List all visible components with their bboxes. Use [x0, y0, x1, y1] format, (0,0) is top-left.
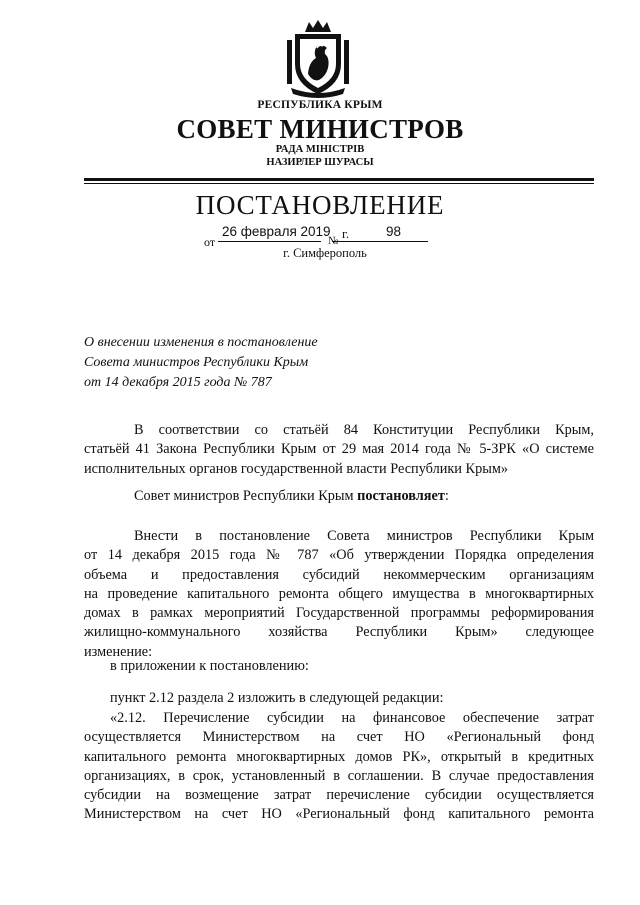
paragraph-annex: в приложении к постановлению:	[110, 658, 309, 674]
text-line: организациях, в срок, установленный в соглашении. В случае предоставления	[84, 767, 594, 784]
subject-line: от 14 декабря 2015 года № 787	[84, 375, 272, 390]
decree-city: г. Симферополь	[283, 246, 367, 260]
date-underline	[218, 241, 321, 242]
republic-name: РЕСПУБЛИКА КРЫМ	[257, 99, 383, 111]
text-line: жилищно-коммунального хозяйства Республики Крым» следующее	[84, 624, 594, 641]
text-line: «2.12. Перечисление субсидии на финансовое обеспечение затрат	[110, 710, 594, 726]
text-line: исполнительных органов государственной власти Республики Крым»	[84, 460, 509, 477]
paragraph-amendment	[84, 527, 594, 662]
text-line: объема и предоставления субсидий некоммерческим организациям	[84, 566, 594, 583]
header-rule-thin	[84, 183, 594, 184]
resolves-suffix: :	[444, 488, 449, 504]
number-sign: №	[328, 235, 339, 247]
paragraph-new-text	[84, 709, 594, 825]
decree-title: ПОСТАНОВЛЕНИЕ	[195, 190, 445, 220]
year-suffix: г.	[342, 226, 350, 241]
text-line: от 14 декабря 2015 года № 787 «Об утверждении Порядка определения	[84, 547, 594, 564]
paragraph-clause: пункт 2.12 раздела 2 изложить в следующей редакции:	[110, 690, 444, 706]
paragraph-resolves	[84, 487, 594, 506]
subject-line: Совета министров Республики Крым	[84, 355, 309, 370]
text-line: Министерством на счет НО «Региональный фонд капитального ремонта	[84, 806, 594, 823]
council-name: СОВЕТ МИНИСТРОВ	[176, 114, 464, 144]
crimea-coat-of-arms-icon	[283, 18, 353, 98]
text-line: на проведение капитального ремонта общего имущества в многоквартирных	[84, 585, 594, 602]
number-underline	[332, 241, 428, 242]
decree-date: 26 февраля 2019	[222, 224, 331, 239]
resolves-prefix: Совет министров Республики Крым	[134, 488, 358, 504]
text-line: изменение:	[84, 643, 153, 660]
text-line: капитального ремонта многоквартирных домов РК», открытый в кредитных	[84, 748, 594, 765]
text-line: Внести в постановление Совета министров Республики Крым	[134, 528, 594, 544]
resolves-keyword: постановляет	[357, 488, 445, 504]
text-line: В соответствии со статьёй 84 Конституции Республики Крым,	[134, 422, 594, 438]
text-line: субсидии на возмещение затрат перечисление субсидии осуществляется	[84, 787, 594, 804]
text-line: домах в рамках мероприятий Государственной программы реформирования	[84, 605, 594, 622]
decree-number: 98	[386, 224, 402, 239]
date-prefix: от	[204, 235, 216, 249]
text-line: осуществляется Министерством на счет НО «Региональный фонд	[84, 729, 594, 746]
paragraph-preamble	[84, 421, 594, 479]
header-rule-thick	[84, 178, 594, 181]
text-line: статьёй 41 Закона Республики Крым от 29 мая 2014 года № 5-ЗРК «О системе	[84, 441, 594, 458]
council-name-crimean-tatar: НАЗИРЛЕР ШУРАСЫ	[266, 157, 374, 168]
subject-line: О внесении изменения в постановление	[84, 335, 318, 350]
decree-subject	[84, 333, 318, 393]
council-name-ukrainian: РАДА МІНІСТРІВ	[275, 144, 365, 155]
